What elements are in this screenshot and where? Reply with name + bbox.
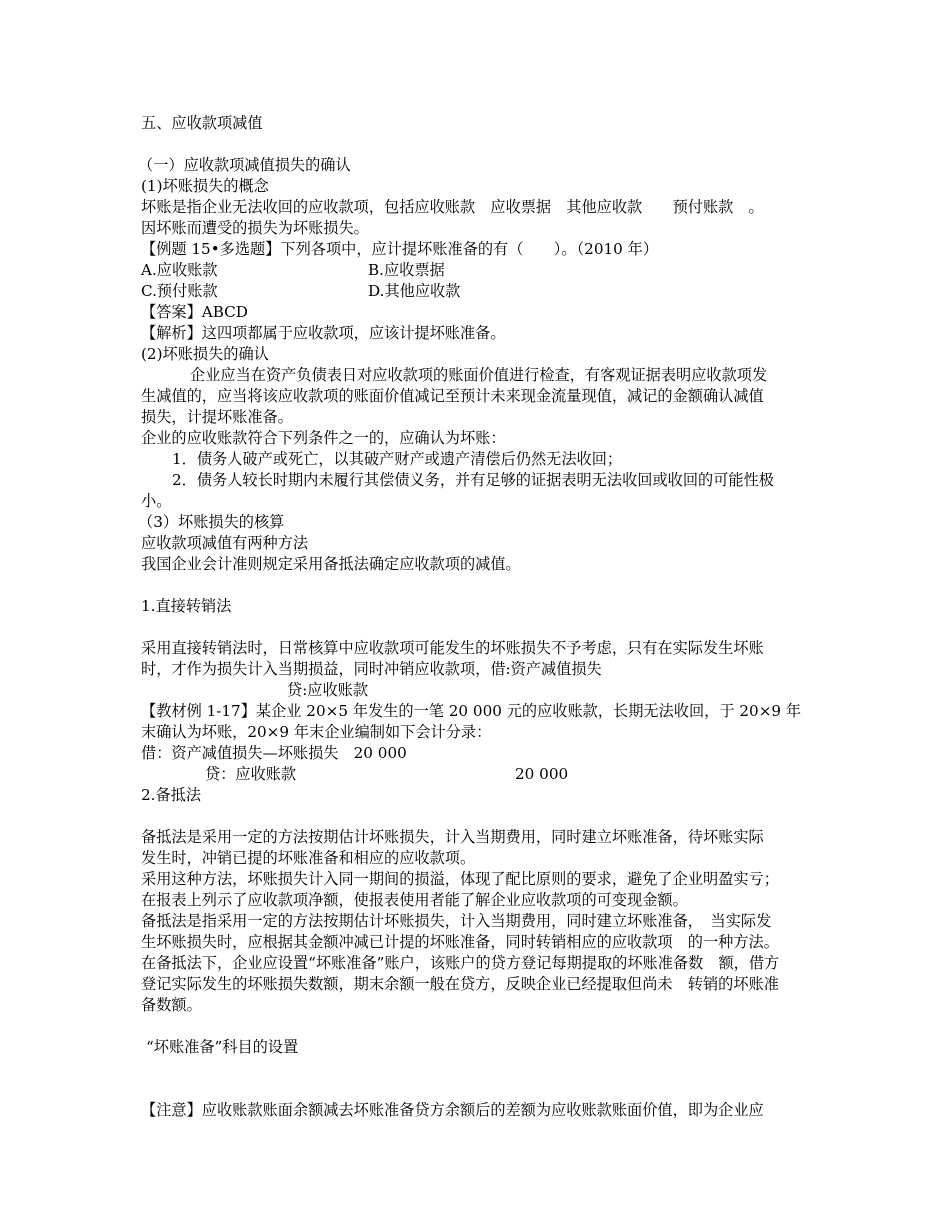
option-d: D.其他应收款 — [368, 282, 461, 300]
option-c: C.预付账款 — [141, 282, 218, 300]
option-a: A.应收账款 — [141, 261, 218, 279]
textbook-example: 【教材例 1-17】某企业 20×5 年发生的一笔 20 000 元的应收账款，长期无法收回，于 20×9 年 — [141, 702, 802, 720]
paragraph-line: 坏账是指企业无法收回的应收款项，包括应收账款 应收票据 其他应收款 预付账款 。 — [141, 198, 764, 216]
account-setup-heading: “坏账准备”科目的设置 — [146, 1038, 299, 1056]
journal-credit-amount: 20 000 — [515, 765, 569, 783]
paragraph-line: 登记实际发生的坏账损失数额，期末余额一般在贷方，反映企业已经提取但尚未 转销的坏账准 — [141, 975, 779, 993]
paragraph-line: 时，才作为损失计入当期损益，同时冲销应收款项，借:资产减值损失 — [141, 660, 602, 678]
paragraph-line: 企业应当在资产负债表日对应收款项的账面价值进行检查，有客观证据表明应收款项发 — [190, 366, 768, 384]
section-title: 五、应收款项减值 — [141, 114, 263, 132]
sub-heading: （一）应收款项减值损失的确认 — [138, 156, 351, 174]
journal-credit-account: 贷：应收账款 — [205, 765, 297, 783]
item-heading: (1)坏账损失的概念 — [141, 177, 269, 195]
item-heading: （3）坏账损失的核算 — [138, 513, 285, 531]
list-item: 2．债务人较长时期内未履行其偿债义务，并有足够的证据表明无法收回或收回的可能性极 — [172, 471, 774, 489]
analysis: 【解析】这四项都属于应收款项，应该计提坏账准备。 — [141, 324, 506, 342]
list-item: 小。 — [141, 492, 172, 510]
note: 【注意】应收账款账面余额减去坏账准备贷方余额后的差额为应收账款账面价值，即为企业应 — [141, 1101, 764, 1119]
paragraph-line: 损失，计提坏账准备。 — [141, 408, 293, 426]
paragraph-line: 发生时，冲销已提的坏账准备和相应的应收款项。 — [141, 849, 476, 867]
method-title: 2.备抵法 — [141, 786, 202, 804]
paragraph-line: 采用直接转销法时，日常核算中应收款项可能发生的坏账损失不予考虑，只有在实际发生坏账 — [141, 639, 764, 657]
journal-debit: 借：资产减值损失—坏账损失 20 000 — [141, 744, 407, 762]
example-question: 【例题 15•多选题】下列各项中，应计提坏账准备的有（ ）。（2010 年） — [141, 240, 659, 258]
method-title: 1.直接转销法 — [141, 597, 232, 615]
paragraph-line: 我国企业会计准则规定采用备抵法确定应收款项的减值。 — [141, 555, 521, 573]
item-heading: (2)坏账损失的确认 — [141, 345, 269, 363]
option-b: B.应收票据 — [368, 261, 445, 279]
answer: 【答案】ABCD — [141, 303, 248, 321]
paragraph-line: 生坏账损失时，应根据其金额冲减已计提的坏账准备，同时转销相应的应收款项 的一种方法。 — [141, 933, 779, 951]
paragraph-line: 备数额。 — [141, 996, 202, 1014]
paragraph-line: 备抵法是采用一定的方法按期估计坏账损失，计入当期费用，同时建立坏账准备，待坏账实际 — [141, 828, 764, 846]
paragraph-line: 因坏账而遭受的损失为坏账损失。 — [141, 219, 369, 237]
paragraph-line: 在备抵法下，企业应设置“坏账准备”账户，该账户的贷方登记每期提取的坏账准备数 额，借方 — [141, 954, 780, 972]
textbook-example: 末确认为坏账，20×9 年末企业编制如下会计分录： — [141, 723, 492, 741]
list-item: 1．债务人破产或死亡，以其破产财产或遗产清偿后仍然无法收回； — [172, 450, 623, 468]
paragraph-line: 应收款项减值有两种方法 — [141, 534, 309, 552]
paragraph-line: 贷:应收账款 — [287, 681, 369, 699]
paragraph-line: 备抵法是指采用一定的方法按期估计坏账损失，计入当期费用，同时建立坏账准备， 当实际发 — [141, 912, 772, 930]
paragraph-line: 企业的应收账款符合下列条件之一的，应确认为坏账： — [141, 429, 506, 447]
paragraph-line: 生减值的，应当将该应收款项的账面价值减记至预计未来现金流量现值，减记的金额确认减值 — [141, 387, 764, 405]
paragraph-line: 在报表上列示了应收款项净额，使报表使用者能了解企业应收款项的可变现金额。 — [141, 891, 688, 909]
paragraph-line: 采用这种方法，坏账损失计入同一期间的损溢，体现了配比原则的要求，避免了企业明盈实亏； — [141, 870, 779, 888]
